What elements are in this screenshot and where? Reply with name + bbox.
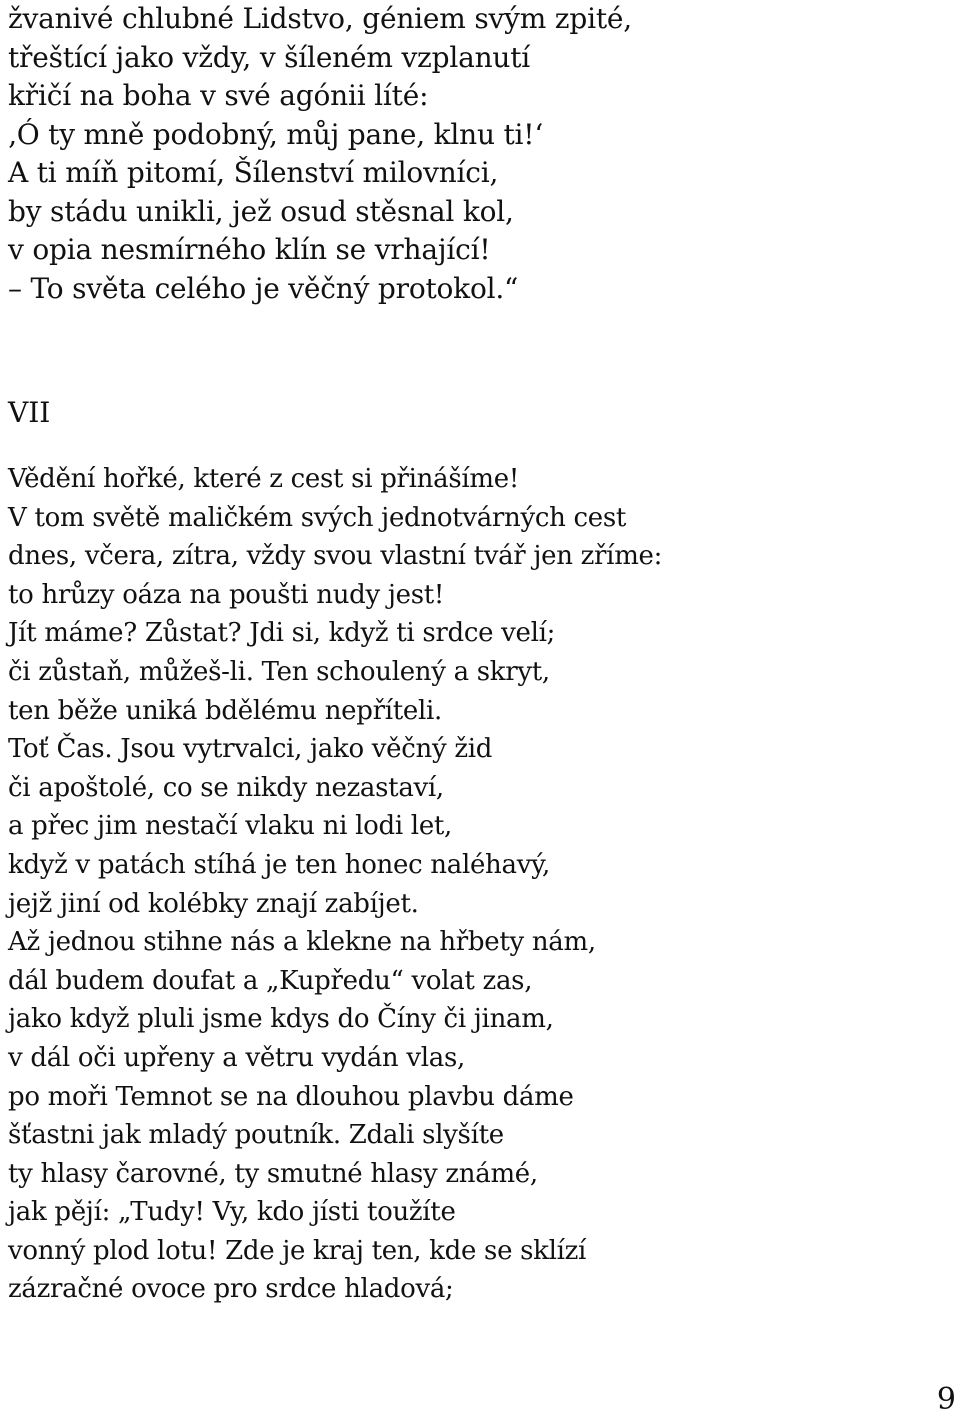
poem-line: to hrůzy oáza na poušti nudy jest! [8,579,445,610]
poem-line: či apoštolé, co se nikdy nezastaví, [8,772,444,803]
poem-line: třeštící jako vždy, v šíleném vzplanutí [8,40,531,74]
poem-line: či zůstaň, můžeš-li. Ten schoulený a skryt, [8,656,550,687]
poem-line: a přec jim nestačí vlaku ni lodi let, [8,811,453,842]
poem-line: po moři Temnot se na dlouhou plavbu dáme [8,1081,574,1112]
poem-line: když v patách stíhá je ten honec naléhavý, [8,849,550,880]
poem-line: by stádu unikli, jež osud stěsnal kol, [8,194,514,228]
poem-line: v dál oči upřeny a větru vydán vlas, [8,1042,465,1073]
page-number: 9 [936,1382,956,1417]
poem-stanza-vii [8,460,948,1309]
poem-line: Vědění hořké, které z cest si přinášíme! [8,464,519,494]
poem-line: ten běže uniká bdělému nepříteli. [8,695,442,726]
poem-line: vonný plod lotu! Zde je kraj ten, kde se sklízí [8,1235,587,1266]
poem-line: V tom světě maličkém svých jednotvárných cest [8,502,627,533]
poem-line: Toť Čas. Jsou vytrvalci, jako věčný žid [8,734,493,765]
poem-line: v opia nesmírného klín se vrhající! [8,233,491,266]
poem-line: A ti míň pitomí, Šílenství milovníci, [8,156,499,189]
poem-line: Jít máme? Zůstat? Jdi si, když ti srdce velí; [8,618,556,649]
poem-line: Až jednou stihne nás a klekne na hřbety nám, [8,927,596,958]
section-heading: VII [8,396,51,429]
poem-line: zázračné ovoce pro srdce hladová; [8,1274,454,1305]
poem-line: jejž jiní od kolébky znají zabíjet. [8,888,419,919]
poem-line: dál budem doufat a „Kupředu“ volat zas, [8,965,533,996]
poem-line: jako když pluli jsme kdys do Číny či jinam, [8,1004,554,1035]
poem-line: ‚Ó ty mně podobný, můj pane, klnu ti!‘ [8,117,544,151]
poem-line: šťastni jak mladý poutník. Zdali slyšíte [8,1120,504,1151]
poem-line: žvanivé chlubné Lidstvo, géniem svým zpité, [8,2,632,35]
poem-line: křičí na boha v své agónii líté: [8,79,429,112]
poem-line: dnes, včera, zítra, vždy svou vlastní tvář jen zříme: [8,541,663,572]
poem-stanza-top [8,0,928,308]
poem-line: jak pějí: „Tudy! Vy, kdo jísti toužíte [8,1197,456,1228]
poem-line: ty hlasy čarovné, ty smutné hlasy známé, [8,1158,538,1189]
poem-line: – To světa celého je věčný protokol.“ [8,271,519,305]
